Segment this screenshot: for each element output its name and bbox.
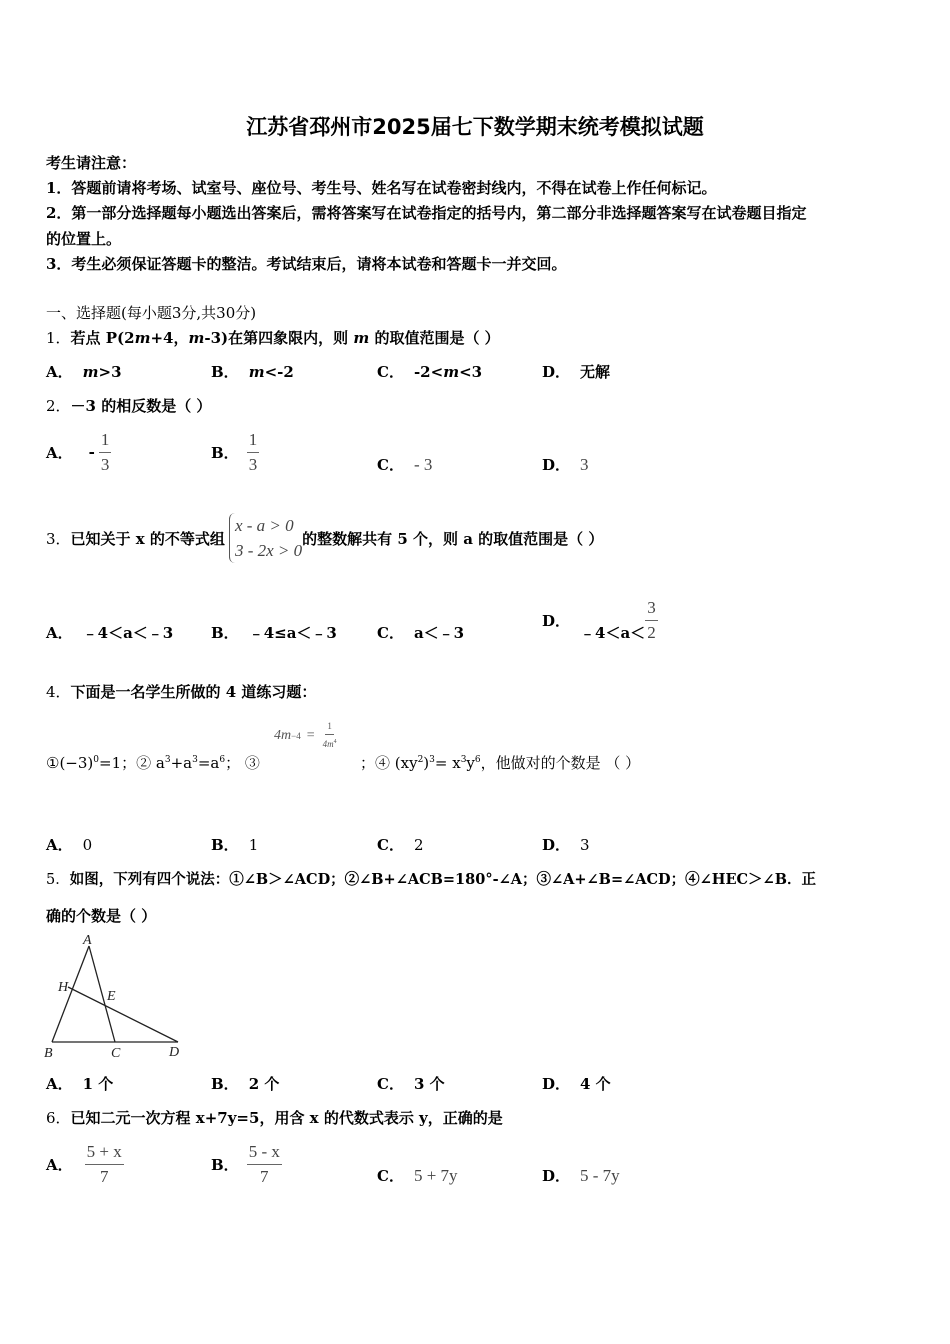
notice-item: 2．第一部分选择题每小题选出答案后，需将答案写在试卷指定的括号内，第二部分非选择题答案写在试卷题目指定 xyxy=(46,204,807,222)
notice-item: 3．考生必须保证答题卡的整洁。考试结束后，请将本试卷和答题卡一并交回。 xyxy=(46,255,567,273)
question-6: 6．已知二元一次方程 x+7y=5，用含 x 的代数式表示 y，正确的是 xyxy=(46,1109,503,1127)
option-d[interactable]: D． 3 xyxy=(542,455,589,474)
question-5-cont: 确的个数是（ ） xyxy=(46,907,157,925)
question-4-exercises: $①(-3)^0=1$；② $a^3+a^3=a^6$； ③ xyxy=(46,754,260,772)
option-a[interactable]: A． ﹣4＜a＜﹣3 xyxy=(46,624,174,642)
label-h: H xyxy=(58,980,69,995)
option-b[interactable]: B． 2 个 xyxy=(211,1075,280,1093)
notice-heading: 考生请注意： xyxy=(46,154,137,172)
option-c[interactable]: C． 5 + 7y xyxy=(377,1166,458,1185)
option-c[interactable]: C． 2 xyxy=(377,836,424,854)
option-b[interactable]: B． 1 xyxy=(211,836,259,854)
label-d: D xyxy=(169,1045,180,1060)
question-3: 3． 已知关于 x 的不等式组 x - a > 0 3 - 2x > 0 的整数解共有 5 个，则 a 的取值范围是（ ） xyxy=(46,510,603,566)
option-a[interactable]: A． $\frac{5 + x}{7}$ xyxy=(46,1141,122,1186)
page-title: 江苏省邳州市2025届七下数学期末统考模拟试题 xyxy=(246,115,704,139)
option-b[interactable]: B． $\frac{1}{3}$ xyxy=(211,429,258,474)
question-2: 2．－3 的相反数是（ ） xyxy=(46,397,212,415)
label-a: A xyxy=(83,933,92,948)
option-a[interactable]: A． m>3 xyxy=(46,363,122,381)
question-1: 1．若点 P(2m+4，m-3)在第四象限内，则 m 的取值范围是（ ） xyxy=(46,329,500,347)
inequality-system: x - a > 0 3 - 2x > 0 xyxy=(229,513,302,563)
option-d[interactable]: D． 5 - 7y xyxy=(542,1166,620,1185)
formula-image: 4m −4 = $\frac{1}{4m^4}$ xyxy=(274,721,337,749)
question-number: 1． xyxy=(46,329,71,347)
triangle-figure xyxy=(40,930,190,1065)
label-c: C xyxy=(111,1046,121,1061)
option-c[interactable]: C． -2<m<3 xyxy=(377,363,483,381)
option-c[interactable]: C． - 3 xyxy=(377,455,433,474)
notice-item: 的位置上。 xyxy=(46,230,122,248)
option-b[interactable]: B． m<-2 xyxy=(211,363,294,381)
option-c[interactable]: C． 3 个 xyxy=(377,1075,445,1093)
option-b[interactable]: B． ﹣4≤a＜﹣3 xyxy=(211,624,337,642)
option-a[interactable]: A． 0 xyxy=(46,836,93,854)
option-d[interactable]: D． 3 xyxy=(542,836,590,854)
option-c[interactable]: C． a＜﹣3 xyxy=(377,624,465,642)
question-5: 5．如图，下列有四个说法：①∠B＞∠ACD；②∠B+∠ACB=180°-∠A；③∠A+∠B=∠ACD；④∠HEC＞∠B．正 xyxy=(46,871,816,888)
label-b: B xyxy=(44,1046,53,1061)
question-4-exercises-cont: ；④ $(xy^2)^3= x^3y^6$，他做对的个数是 （ ） xyxy=(360,754,641,772)
notice-item: 1．答题前请将考场、试室号、座位号、考生号、姓名写在试卷密封线内，不得在试卷上作任何标记。 xyxy=(46,179,717,197)
section-heading: 一、选择题(每小题3分,共30分) xyxy=(46,304,257,322)
segment-hd xyxy=(68,987,178,1042)
option-d[interactable]: D． ﹣4＜a＜ $\frac{3}{2}$ xyxy=(542,597,656,642)
option-b[interactable]: B． $\frac{5 - x}{7}$ xyxy=(211,1141,280,1186)
question-4: 4．下面是一名学生所做的 4 道练习题： xyxy=(46,683,317,701)
option-a[interactable]: A． - $\frac{1}{3}$ xyxy=(46,429,110,474)
label-e: E xyxy=(107,989,116,1004)
option-d[interactable]: D． 4 个 xyxy=(542,1075,611,1093)
option-a[interactable]: A． 1 个 xyxy=(46,1075,114,1093)
option-d[interactable]: D． 无解 xyxy=(542,363,611,381)
